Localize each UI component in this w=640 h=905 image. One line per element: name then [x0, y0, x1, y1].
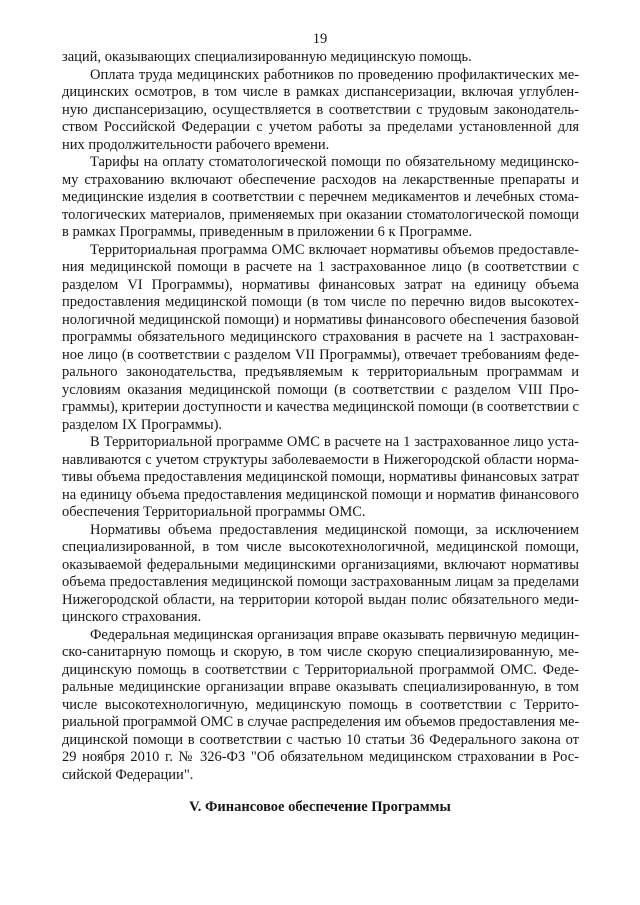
text-line: ством Российской Федерации с учетом работы за пределами установленной для	[62, 119, 579, 135]
section-heading: V. Финансовое обеспечение Программы	[189, 799, 451, 815]
text-line: ное лицо (в соответствии с разделом VII Программы), отвечает требованиям феде-	[62, 346, 579, 363]
text-line: Территориальная программа ОМС включает нормативы объемов предоставле-	[90, 241, 579, 258]
text-line: заций, оказывающих специализированную медицинскую помощь.	[62, 49, 472, 65]
text-line: навливаются с учетом структуры заболеваемости в Нижегородской области норма-	[62, 451, 579, 468]
paragraph	[62, 627, 579, 785]
text-line: предоставления медицинской помощи (в том числе по перечню видов высокотех-	[62, 294, 579, 310]
text-line: числе высокотехнологичную, медицинскую помощь в соответствии с Террито-	[62, 696, 579, 713]
text-line: медицинские изделия в соответствии с перечнем медикаментов и лечебных стома-	[62, 189, 579, 205]
text-line: оказываемой федеральными медицинскими организациями, включают нормативы	[62, 556, 579, 573]
text-line: дицинскую помощь в соответствии с Территориальной программой ОМС. Феде-	[62, 661, 579, 678]
text-line: них продолжительности рабочего времени.	[62, 136, 330, 153]
text-line: Федеральная медицинская организация вправе оказывать первичную медицин-	[90, 626, 579, 643]
text-line: Нормативы объема предоставления медицинской помощи, за исключением	[90, 521, 579, 538]
paragraph	[62, 434, 579, 522]
page-number: 19	[312, 31, 328, 47]
text-line: 29 ноября 2010 г. № 326-ФЗ "Об обязательном медицинском страховании в Рос-	[62, 749, 579, 765]
text-line: рального законодательства, предъявляемым к территориальным программам и	[62, 364, 579, 380]
text-line: программы обязательного медицинского страхования в расчете на 1 застрахован-	[62, 329, 579, 345]
text-line: тивы объема предоставления медицинской помощи, нормативы финансовых затрат	[62, 469, 579, 485]
paragraph	[62, 67, 579, 155]
paragraph	[62, 522, 579, 627]
paragraph	[62, 242, 579, 435]
text-line: ральные медицинские организации вправе оказывать специализированную, в том	[62, 679, 579, 695]
text-line: разделом IX Программы).	[62, 416, 223, 433]
text-line: цинского страхования.	[62, 609, 202, 625]
text-line: условиям оказания медицинской помощи (в соответствии с разделом VIII Про-	[62, 381, 579, 398]
text-line: нологичной медицинской помощи) и нормативы финансового обеспечения базовой	[62, 311, 579, 328]
text-line: Тарифы на оплату стоматологической помощи по обязательному медицинско-	[90, 154, 579, 170]
text-line: ную диспансеризацию, осуществляется в соответствии с трудовым законодатель-	[62, 101, 579, 118]
text-line: риальной программой ОМС в случае распределения им объемов предоставления ме-	[62, 714, 579, 730]
text-line: му страхованию включают обеспечение расходов на лекарственные препараты и	[62, 171, 579, 188]
text-line: ния медицинской помощи в расчете на 1 застрахованное лицо (в соответствии с	[62, 259, 579, 275]
document-body	[62, 49, 579, 784]
text-line: дицинской помощи в соответствии с частью 10 статьи 36 Федерального закона от	[62, 731, 579, 748]
text-line: Нижегородской области, на территории которой выдан полис обязательного меди-	[62, 591, 579, 608]
text-line: тологических материалов, применяемых при оказании стоматологической помощи	[62, 206, 579, 223]
text-line: в рамках Программы, приведенным в приложении 6 к Программе.	[62, 224, 473, 240]
text-line: ско-санитарную помощь и скорую, в том числе скорую специализированную, ме-	[62, 644, 579, 660]
paragraph	[62, 49, 579, 67]
text-line: граммы), критерии доступности и качества медицинской помощи (в соответствии с	[62, 399, 579, 415]
paragraph	[62, 154, 579, 242]
text-line: В Территориальной программе ОМС в расчете на 1 застрахованное лицо уста-	[90, 434, 579, 450]
text-line: специализированной, в том числе высокотехнологичной, медицинской помощи,	[62, 539, 579, 555]
text-line: разделом VI Программы), нормативы финансовых затрат на единицу объема	[62, 276, 579, 293]
text-line: объема предоставления медицинской помощи застрахованным лицам за пределами	[62, 574, 579, 590]
text-line: Оплата труда медицинских работников по проведению профилактических ме-	[90, 66, 579, 83]
text-line: обеспечения Территориальной программы ОМС.	[62, 504, 366, 520]
text-line: на единицу объема предоставления медицинской помощи и норматив финансового	[62, 486, 579, 503]
text-line: дицинских осмотров, в том числе в рамках диспансеризации, включая углублен-	[62, 84, 579, 100]
text-line: сийской Федерации".	[62, 766, 194, 783]
